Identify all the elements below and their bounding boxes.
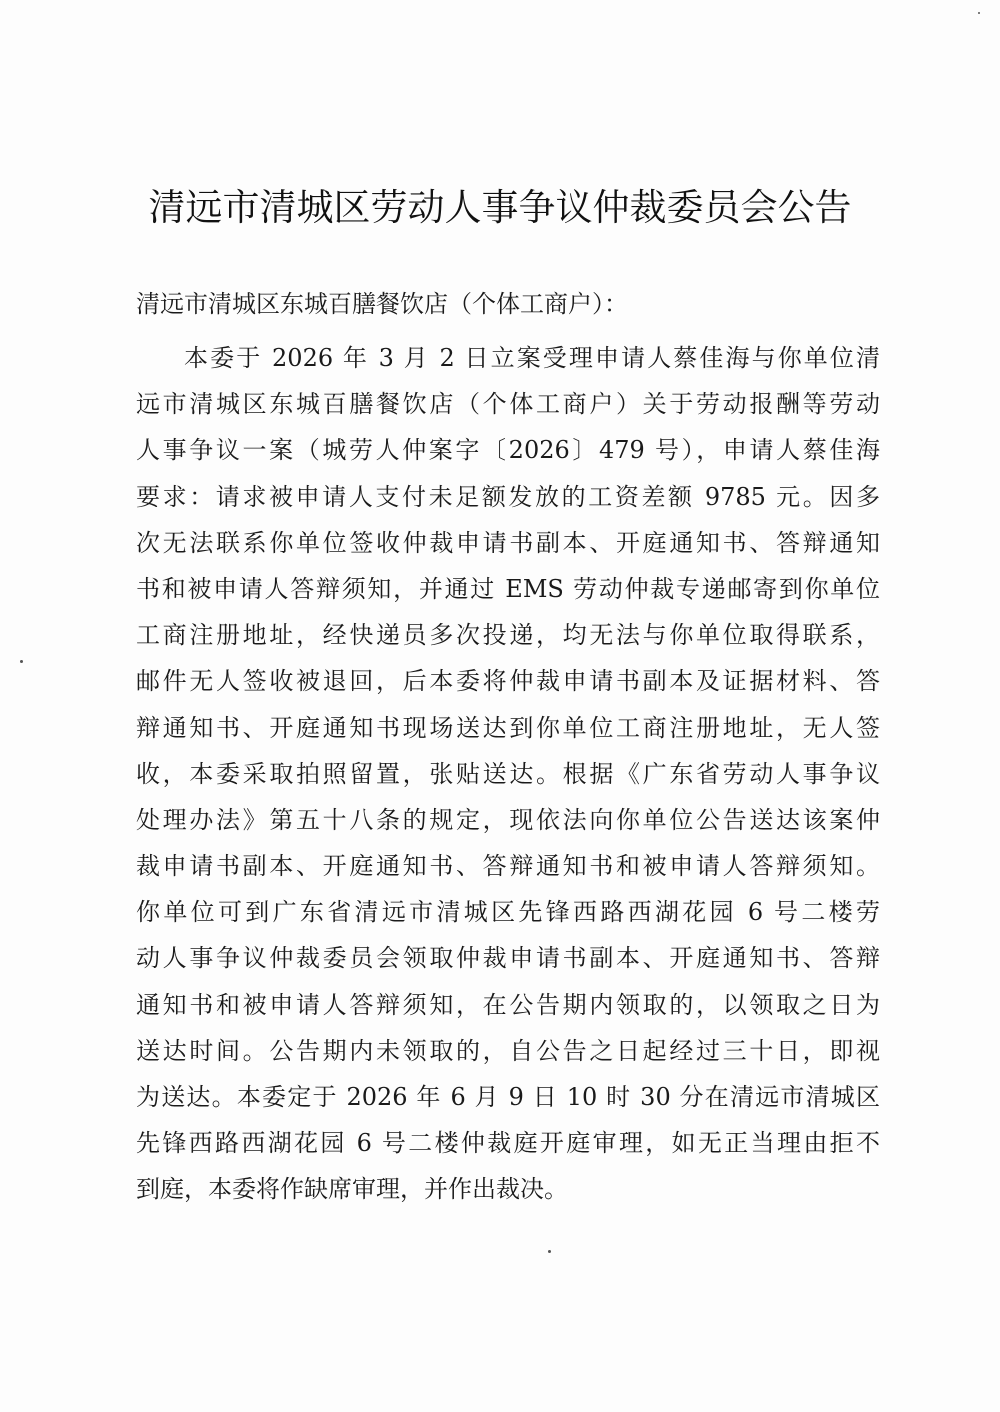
body-line: 处理办法》第五十八条的规定，现依法向你单位公告送达该案仲 bbox=[136, 805, 880, 834]
body-line: 远市清城区东城百膳餐饮店（个体工商户）关于劳动报酬等劳动 bbox=[136, 390, 880, 419]
body-line: 裁申请书副本、开庭通知书、答辩通知书和被申请人答辩须知。 bbox=[136, 852, 880, 881]
body-line: 通知书和被申请人答辩须知，在公告期内领取的，以领取之日为 bbox=[136, 990, 880, 1019]
scan-speck bbox=[978, 12, 980, 14]
body-line: 收，本委采取拍照留置，张贴送达。根据《广东省劳动人事争议 bbox=[136, 759, 880, 788]
body-line: 你单位可到广东省清远市清城区先锋西路西湖花园 6 号二楼劳 bbox=[136, 898, 880, 927]
body-line: 工商注册地址，经快递员多次投递，均无法与你单位取得联系， bbox=[136, 621, 880, 650]
body-line: 到庭，本委将作缺席审理，并作出裁决。 bbox=[136, 1175, 568, 1204]
body-line: 动人事争议仲裁委员会领取仲裁申请书副本、开庭通知书、答辩 bbox=[136, 944, 880, 973]
body-line: 本委于 2026 年 3 月 2 日立案受理申请人蔡佳海与你单位清 bbox=[184, 344, 880, 372]
salutation: 清远市清城区东城百膳餐饮店（个体工商户）： bbox=[136, 290, 628, 318]
body-line: 要求：请求被申请人支付未足额发放的工资差额 9785 元。因多 bbox=[136, 482, 880, 511]
body-line: 为送达。本委定于 2026 年 6 月 9 日 10 时 30 分在清远市清城区 bbox=[136, 1083, 880, 1111]
body-line: 辩通知书、开庭通知书现场送达到你单位工商注册地址，无人签 bbox=[136, 713, 880, 742]
body-line: 书和被申请人答辩须知，并通过 EMS 劳动仲裁专递邮寄到你单位 bbox=[136, 574, 880, 603]
body-line: 送达时间。公告期内未领取的，自公告之日起经过三十日，即视 bbox=[136, 1036, 880, 1065]
document-title: 清远市清城区劳动人事争议仲裁委员会公告 bbox=[148, 186, 852, 229]
notice-body bbox=[136, 335, 880, 1213]
scan-speck bbox=[548, 1250, 551, 1253]
body-line: 人事争议一案（城劳人仲案字〔2026〕479 号），申请人蔡佳海 bbox=[136, 436, 880, 465]
body-line: 先锋西路西湖花园 6 号二楼仲裁庭开庭审理，如无正当理由拒不 bbox=[136, 1129, 880, 1158]
body-line: 次无法联系你单位签收仲裁申请书副本、开庭通知书、答辩通知 bbox=[136, 528, 880, 557]
body-line: 邮件无人签收被退回，后本委将仲裁申请书副本及证据材料、答 bbox=[136, 667, 880, 696]
scan-speck bbox=[20, 660, 23, 663]
